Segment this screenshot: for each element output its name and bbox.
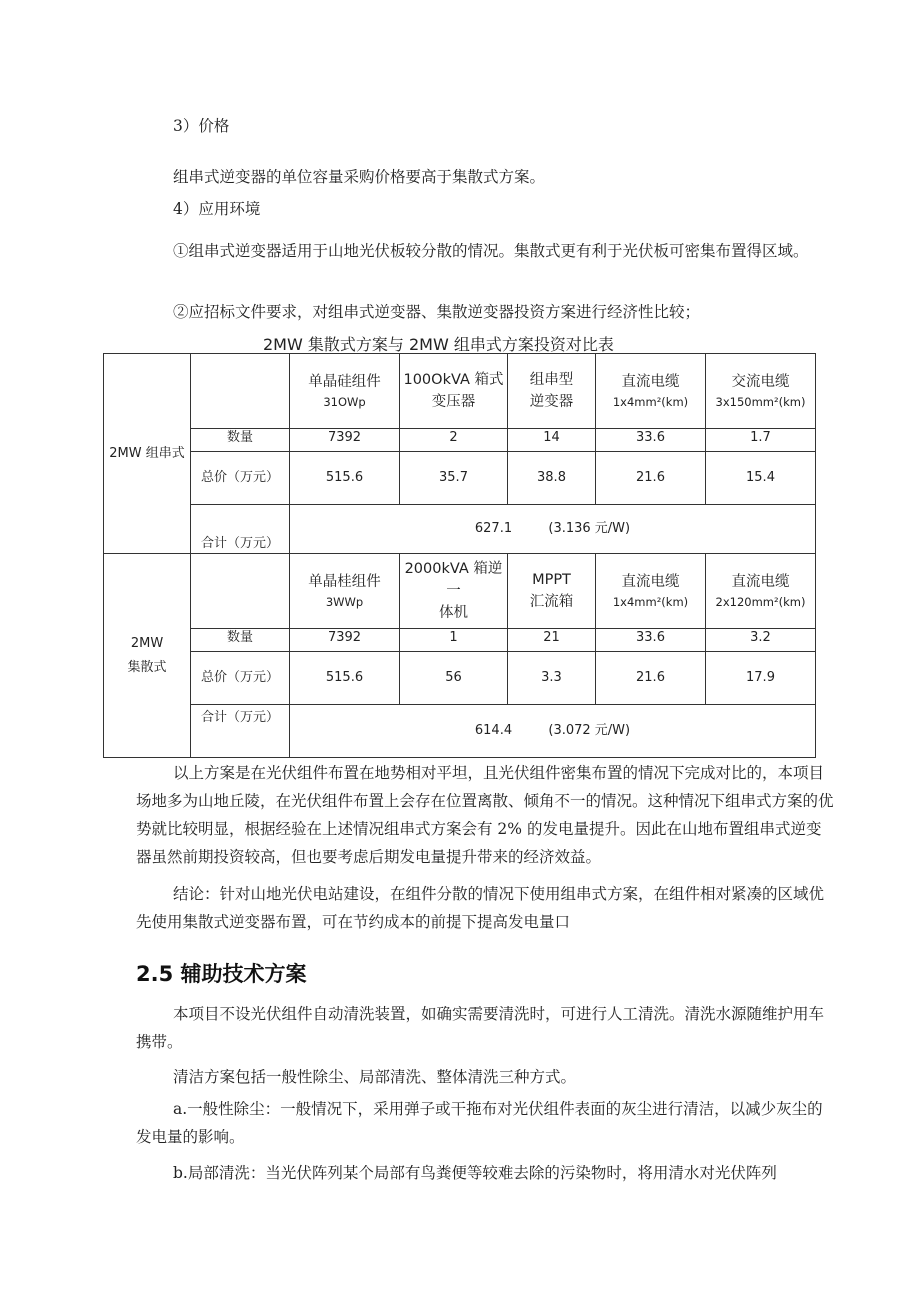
- central-unit-price: (3.072 元/W): [548, 723, 631, 738]
- env-paragraph-2: ②应招标文件要求，对组串式逆变器、集散逆变器投资方案进行经济性比较；: [173, 303, 701, 321]
- cleaning-paragraph-2: 清洁方案包括一般性除尘、局部清洗、整体清洗三种方式。: [173, 1068, 577, 1086]
- investment-comparison-table: [103, 353, 816, 758]
- row-label-sum: 合计（万元）: [191, 505, 290, 554]
- central-sum-row: [104, 705, 816, 758]
- env-paragraph-1: ①组串式逆变器适用于山地光伏板较分散的情况。集散式更有利于光伏板可密集布置得区域。: [173, 242, 809, 260]
- table-cell: 38.8: [508, 452, 596, 505]
- price-heading: 3）价格: [173, 117, 230, 135]
- string-unit-price: (3.136 元/W): [548, 521, 631, 536]
- header-cell: 100OkVA 箱式 变压器: [400, 354, 508, 429]
- analysis-paragraph: 以上方案是在光伏组件布置在地势相对平坦，且光伏组件密集布置的情况下完成对比的，本项目场地多为山地丘陵，在光伏组件布置上会存在位置离散、倾角不一的情况。这种情况下组串式方案的优势就比较明显，根据经验在上述情况组串式方案会有 2% 的发电量提升。因此在山地布置组串式逆变器虽然前期投资较高，但也要考虑后期发电量提升带来的经济效益。: [136, 764, 834, 866]
- price-text: 组串式逆变器的单位容量采购价格要高于集散式方案。: [173, 168, 546, 186]
- table-cell: 1.7: [706, 429, 816, 452]
- row-label-qty: 数量: [191, 629, 290, 652]
- table-cell: 21: [508, 629, 596, 652]
- central-header-row: [104, 554, 816, 629]
- header-cell: 直流电缆 1x4mm²(km): [596, 354, 706, 429]
- row-label-total: 总价（万元）: [191, 652, 290, 705]
- table-cell: 21.6: [596, 652, 706, 705]
- table-cell: 17.9: [706, 652, 816, 705]
- table-cell: 56: [400, 652, 508, 705]
- string-header-row: [104, 354, 816, 429]
- central-scheme-label: 2MW 集散式: [104, 554, 191, 758]
- cleaning-item-a: a.一般性除尘：一般情况下，采用弹子或干拖布对光伏组件表面的灰尘进行清洁，以减少灰尘的发电量的影响。: [136, 1100, 823, 1146]
- table-caption: 2MW 集散式方案与 2MW 组串式方案投资对比表: [263, 335, 614, 354]
- table-cell: 7392: [290, 429, 400, 452]
- string-qty-row: [104, 429, 816, 452]
- table-cell: 15.4: [706, 452, 816, 505]
- table-cell: 33.6: [596, 429, 706, 452]
- table-cell: 7392: [290, 629, 400, 652]
- cleaning-paragraph-1: 本项目不设光伏组件自动清洗装置，如确实需要清洗时，可进行人工清洗。清洗水源随维护用车携带。: [136, 1005, 825, 1051]
- central-sum-cell: [290, 705, 816, 758]
- central-sum-value: 614.4: [474, 723, 513, 738]
- string-sum-row: [104, 505, 816, 554]
- string-sum-value: 627.1: [474, 521, 513, 536]
- table-cell: 515.6: [290, 452, 400, 505]
- table-cell: 35.7: [400, 452, 508, 505]
- header-cell: 组串型 逆变器: [508, 354, 596, 429]
- env-heading: 4）应用环境: [173, 200, 261, 218]
- row-label-qty: 数量: [191, 429, 290, 452]
- table-cell: 515.6: [290, 652, 400, 705]
- header-cell: 2000kVA 箱逆一 体机: [400, 554, 508, 629]
- row-label-total: 总价（万元）: [191, 452, 290, 505]
- header-cell: MPPT 汇流箱: [508, 554, 596, 629]
- cleaning-item-b: b.局部清洗：当光伏阵列某个局部有鸟粪便等较难去除的污染物时，将用清水对光伏阵列: [173, 1164, 777, 1182]
- table-cell: 3.2: [706, 629, 816, 652]
- string-sum-cell: [290, 505, 816, 554]
- conclusion-paragraph: 结论：针对山地光伏电站建设，在组件分散的情况下使用组串式方案，在组件相对紧凑的区域优先使用集散式逆变器布置，可在节约成本的前提下提高发电量口: [136, 885, 825, 931]
- header-cell: 直流电缆 2x120mm²(km): [706, 554, 816, 629]
- table-cell: 2: [400, 429, 508, 452]
- central-total-row: [104, 652, 816, 705]
- header-cell: 单晶硅组件 31OWp: [290, 354, 400, 429]
- table-cell: 14: [508, 429, 596, 452]
- table-cell: 3.3: [508, 652, 596, 705]
- header-cell: 交流电缆 3x150mm²(km): [706, 354, 816, 429]
- string-total-row: [104, 452, 816, 505]
- table-cell: 1: [400, 629, 508, 652]
- header-cell: 单晶桂组件 3WWp: [290, 554, 400, 629]
- table-cell: 21.6: [596, 452, 706, 505]
- row-label-sum: 合计（万元）: [191, 705, 290, 758]
- central-qty-row: [104, 629, 816, 652]
- table-cell: 33.6: [596, 629, 706, 652]
- section-2-5-title: 2.5 辅助技术方案: [136, 962, 307, 986]
- string-scheme-label: 2MW 组串式: [104, 354, 191, 554]
- header-cell: 直流电缆 1x4mm²(km): [596, 554, 706, 629]
